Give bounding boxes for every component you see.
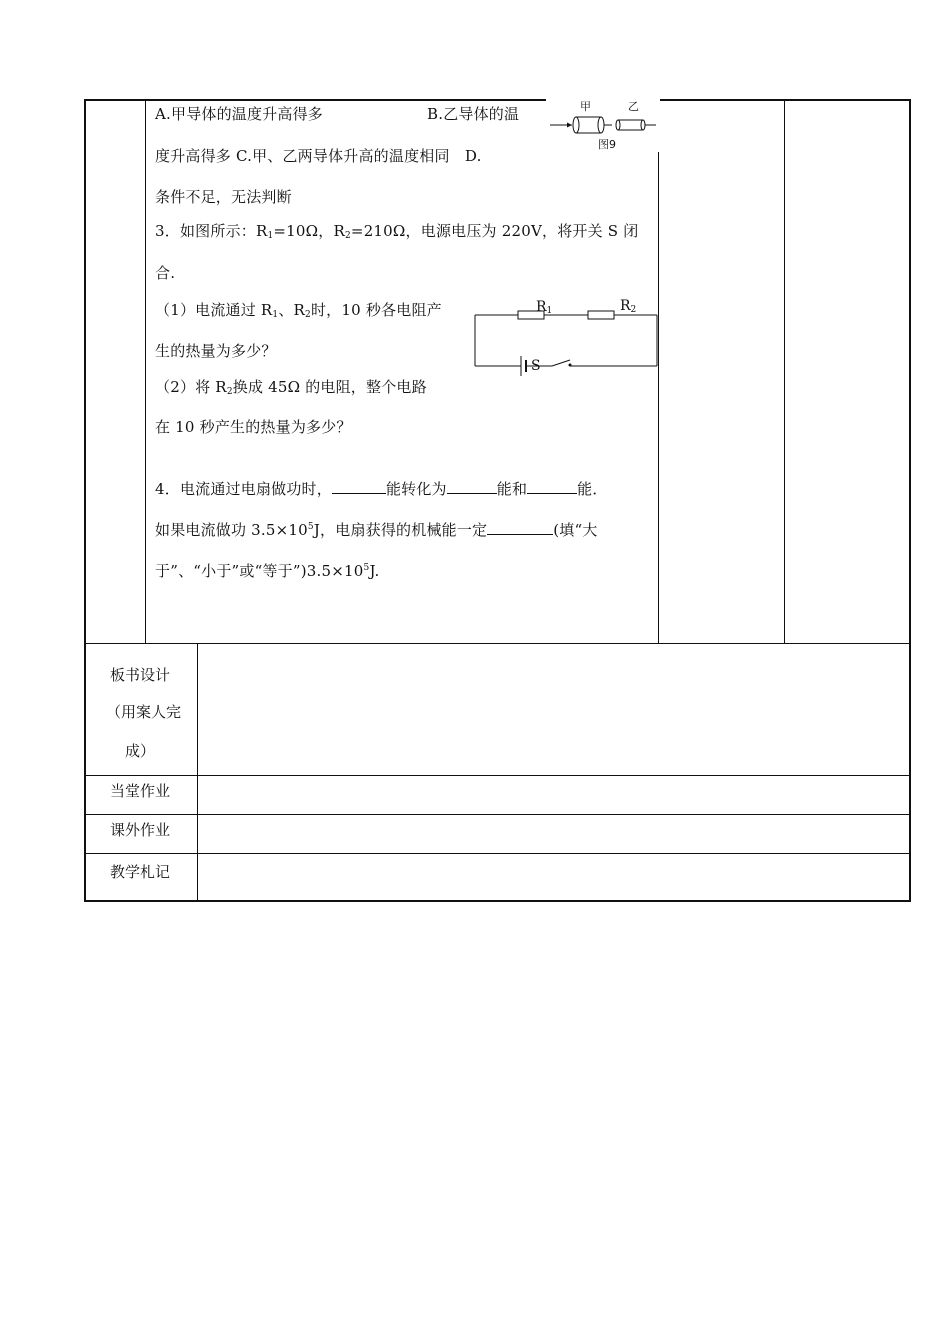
class-homework-label: 当堂作业 [110, 782, 171, 800]
q2-line-2: 度升高得多 C.甲、乙两导体升高的温度相同 D. [155, 147, 482, 165]
q3-text-c: =210Ω，电源电压为 220V，将开关 S 闭 [350, 222, 639, 240]
q3-part2-line-2: 在 10 秒产生的热量为多少？ [155, 418, 352, 436]
q3-p1-text-a: （1）电流通过 R [155, 301, 273, 319]
q4-text-i: J. [369, 562, 380, 580]
q3-p1-text-c: 时，10 秒各电阻产 [310, 301, 442, 319]
table-top-border [85, 99, 911, 101]
q4-blank-1[interactable] [332, 479, 386, 494]
q4-text-e: 如果电流做功 3.5×10 [155, 521, 308, 539]
q2-line-3: 条件不足，无法判断 [155, 188, 292, 206]
q4-line-3 [155, 561, 379, 581]
board-design-label-2: （用案人完 [106, 703, 182, 721]
q4-text-c: 能和 [496, 480, 528, 498]
teaching-notes-cell[interactable] [199, 855, 908, 899]
q3-part1-line-1 [155, 300, 442, 320]
row-divider-4 [85, 853, 910, 854]
board-design-cell[interactable] [199, 645, 908, 774]
q4-blank-3[interactable] [527, 479, 577, 494]
col-divider-3 [784, 100, 785, 644]
q3-part2-line-1 [155, 377, 427, 397]
circuit-r2-label: $R_2$ [620, 298, 637, 315]
q4-text-f: J，电扇获得的机械能一定 [313, 521, 488, 539]
q3-r2-subscript: 2 [344, 231, 351, 241]
label-col-divider [197, 643, 198, 901]
arrow-in-icon [567, 123, 572, 128]
q3-text-b: =10Ω，R [273, 222, 345, 240]
row-divider-3 [85, 814, 910, 815]
q4-exp-2: 5 [363, 563, 370, 573]
q3-p2-sub: 2 [226, 387, 233, 397]
q2-option-a: A.甲导体的温度升高得多 [155, 105, 324, 123]
q3-r1-subscript: 1 [267, 231, 274, 241]
class-homework-cell[interactable] [199, 777, 908, 813]
row-divider-1 [85, 643, 910, 644]
q4-line-2 [155, 520, 598, 540]
q3-p2-text-b: 换成 45Ω 的电阻，整个电路 [232, 378, 427, 396]
extra-homework-label: 课外作业 [110, 821, 171, 839]
table-bottom-border [84, 900, 911, 902]
q4-blank-2[interactable] [447, 479, 497, 494]
q4-text-h: 于”、“小于”或“等于”)3.5×10 [155, 562, 364, 580]
col-divider-1 [145, 100, 146, 644]
board-design-label-1: 板书设计 [110, 666, 171, 684]
q3-part1-line-2: 生的热量为多少？ [155, 342, 277, 360]
circuit-switch-label: S [531, 358, 541, 374]
q3-p2-text-a: （2）将 R [155, 378, 227, 396]
figure-caption: 图9 [598, 138, 616, 151]
switch-icon [552, 360, 570, 366]
q3-p1-text-b: 、R [278, 301, 306, 319]
table-left-border [84, 99, 86, 902]
q3-p1-sub2: 2 [305, 310, 311, 320]
q3-p1-sub1: 1 [272, 310, 279, 320]
q3-line-1 [155, 221, 638, 241]
extra-homework-cell[interactable] [199, 816, 908, 852]
q4-line-1 [155, 479, 608, 499]
q2-option-b: B.乙导体的温 [427, 105, 520, 123]
q4-text-a: 4．电流通过电扇做功时， [155, 480, 332, 498]
figure-label-yi: 乙 [628, 100, 639, 113]
q3-text-a: 3．如图所示：R [155, 222, 268, 240]
q4-text-d: 能． [577, 480, 608, 498]
row-divider-2 [85, 775, 910, 776]
circuit-r1-label: $R_1$ [536, 299, 553, 316]
q4-blank-4[interactable] [487, 520, 553, 535]
q4-text-b: 能转化为 [385, 480, 447, 498]
q3-line-2: 合. [155, 264, 176, 282]
table-right-border [909, 99, 911, 902]
resistor-r2-icon [588, 311, 614, 319]
board-design-label-3: 成） [125, 742, 156, 760]
figure-label-jia: 甲 [580, 100, 591, 113]
teaching-notes-label: 教学札记 [110, 863, 171, 881]
figure-9 [546, 92, 660, 152]
q4-text-g: (填“大 [553, 521, 598, 539]
circuit-diagram [470, 296, 660, 380]
q4-exp-1: 5 [307, 522, 314, 532]
